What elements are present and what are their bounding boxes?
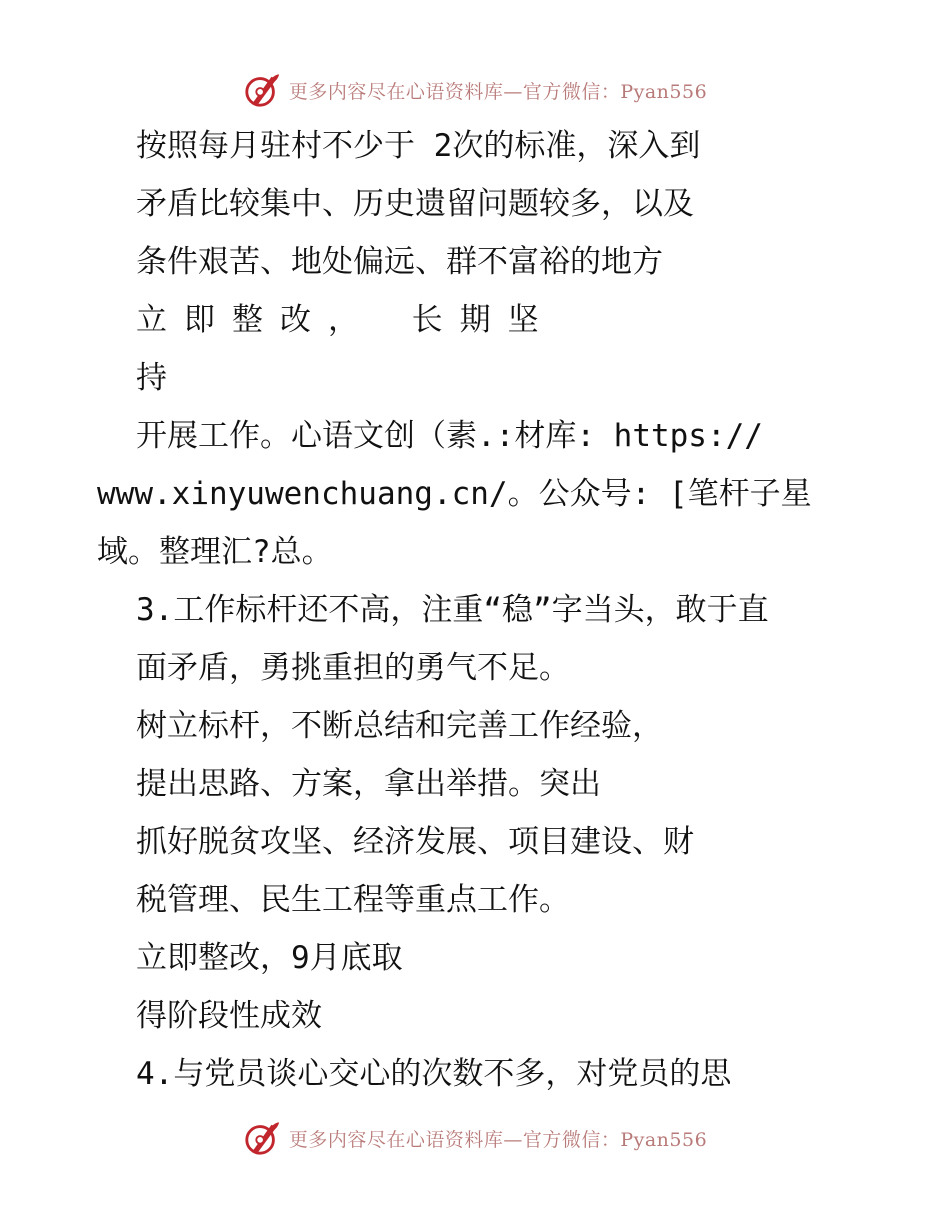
footer-banner (0, 1118, 950, 1158)
body-line: 税管理、民生工程等重点工作。 (136, 882, 570, 918)
body-line: 面矛盾，勇挑重担的勇气不足。 (136, 650, 570, 686)
body-line: 树立标杆，不断总结和完善工作经验， (136, 708, 663, 744)
body-line: 开展工作。心语文创（素.:材库: https:// (136, 418, 763, 454)
header-banner-text: 更多内容尽在心语资料库—官方微信：Pyan556 (288, 80, 708, 103)
quill-pen-logo-icon (243, 1119, 281, 1157)
body-line: 得阶段性成效 (136, 998, 322, 1034)
body-line: 立即整改， 长期坚 (136, 302, 556, 338)
body-line: 持 (136, 360, 167, 396)
body-line: 条件艰苦、地处偏远、群不富裕的地方 (136, 244, 663, 280)
body-line: www.xinyuwenchuang.cn/。公众号: [笔杆子星 (97, 476, 812, 512)
body-line: 抓好脱贫攻坚、经济发展、项目建设、财 (136, 824, 694, 860)
body-line: 4.与党员谈心交心的次数不多，对党员的思 (136, 1056, 732, 1092)
body-line: 提出思路、方案，拿出举措。突出 (136, 766, 601, 802)
body-line: 按照每月驻村不少于 2次的标准，深入到 (136, 128, 701, 164)
body-line: 立即整改，9月底取 (136, 940, 403, 976)
footer-banner-text: 更多内容尽在心语资料库—官方微信：Pyan556 (288, 1128, 708, 1151)
body-line: 域。整理汇?总。 (97, 534, 333, 570)
body-line: 3.工作标杆还不高，注重“稳”字当头，敢于直 (136, 592, 769, 628)
body-line: 矛盾比较集中、历史遗留问题较多，以及 (136, 186, 694, 222)
